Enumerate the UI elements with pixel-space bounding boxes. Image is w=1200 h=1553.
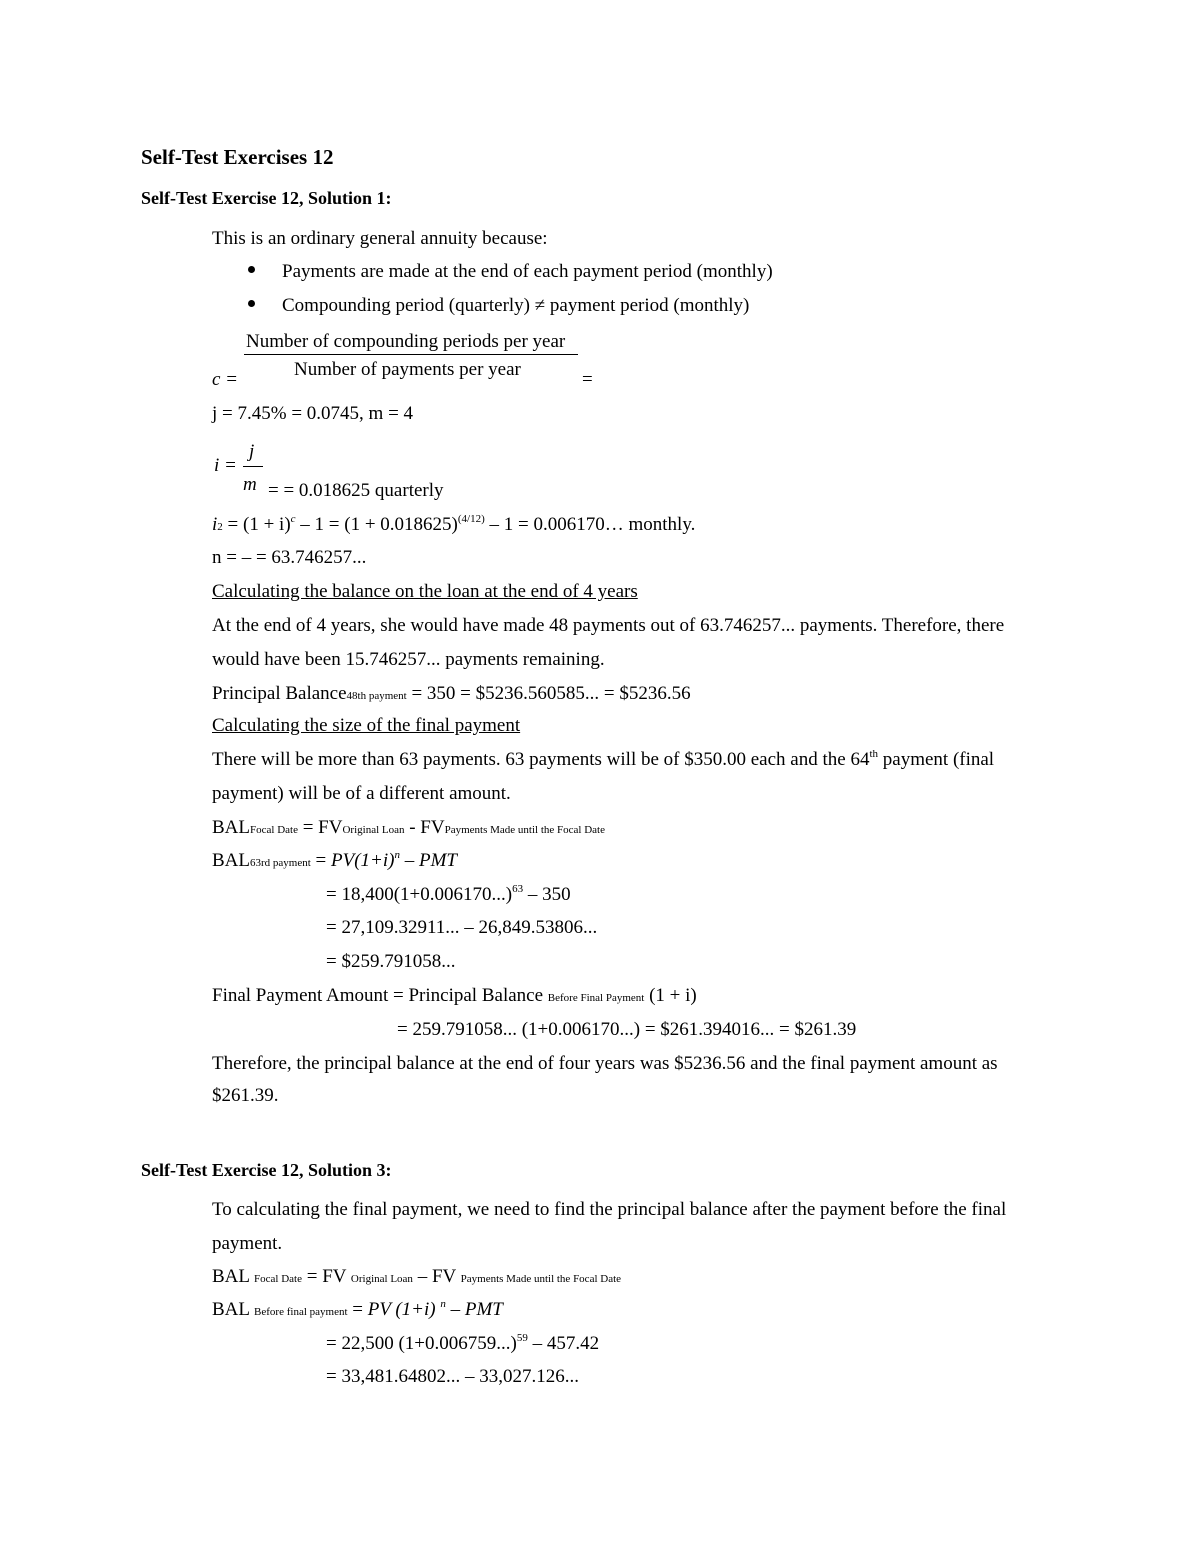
formula: PV(1+i) (331, 850, 395, 871)
bal-focal-line (212, 817, 605, 840)
paragraph-line: Therefore, the principal balance at the end of four years was $5236.56 and the final payment amount as (212, 1053, 998, 1074)
paragraph-line: At the end of 4 years, she would have made 48 payments out of 63.746257... payments. Therefore, there (212, 615, 1005, 636)
formula: – PMT (445, 1299, 503, 1320)
bullet-icon (248, 266, 255, 273)
text-run: = FV (302, 1266, 351, 1287)
subscript: Before Final Payment (547, 992, 645, 1004)
text-run: BAL (212, 1299, 255, 1320)
subscript: Payments Made until the Focal Date (444, 824, 605, 836)
text-run: – 457.42 (527, 1333, 600, 1354)
i2-symbol: i (212, 514, 218, 535)
superscript: 59 (516, 1332, 528, 1344)
text-run: = 18,400(1+0.006170...) (326, 884, 513, 905)
bullet-item: Compounding period (quarterly) ≠ payment period (monthly) (282, 295, 750, 316)
final-payment-line (212, 985, 697, 1008)
i2-superscript: c (290, 513, 296, 525)
text-run: - FV (404, 817, 445, 838)
page-title: Self-Test Exercises 12 (141, 145, 334, 169)
paragraph-line: $261.39. (212, 1085, 279, 1106)
calc-line: = 33,481.64802... – 33,027.126... (326, 1366, 579, 1387)
subheading-balance: Calculating the balance on the loan at the end of 4 years (212, 581, 638, 602)
text-run: (1 + i) (644, 985, 697, 1006)
pb-subscript: 48th payment (346, 690, 407, 702)
calc-line (326, 884, 571, 907)
paragraph-line: payment) will be of a different amount. (212, 783, 511, 804)
text-run: BAL (212, 1266, 255, 1287)
text-run: = FV (297, 817, 343, 838)
bal-63rd-line (212, 850, 457, 873)
bal-focal-line (212, 1266, 621, 1289)
fraction-bar (244, 354, 578, 355)
pb-label: Principal Balance (212, 683, 347, 704)
text-run: BAL (212, 817, 250, 838)
c-fraction-denominator: Number of payments per year (294, 359, 521, 380)
superscript: n (394, 849, 400, 861)
i2-part: – 1 = (1 + 0.018625) (295, 514, 458, 535)
i-fraction-denominator: m (243, 474, 257, 495)
text-run: – FV (412, 1266, 461, 1287)
text-run: = (310, 850, 332, 871)
c-fraction-numerator: Number of compounding periods per year (246, 331, 566, 352)
text-run: payment (final (878, 749, 995, 770)
i2-part: = (1 + i) (222, 514, 291, 535)
bal-before-final-line (212, 1299, 503, 1322)
subscript: 63rd payment (250, 857, 311, 869)
i-result: = = 0.018625 quarterly (268, 480, 444, 501)
calc-line: = 259.791058... (1+0.006170...) = $261.394016... = $261.39 (397, 1019, 857, 1040)
text-run: = (347, 1299, 368, 1320)
n-line: n = – = 63.746257... (212, 547, 367, 568)
formula: – PMT (399, 850, 457, 871)
paragraph-line: To calculating the final payment, we need to find the principal balance after the payment before the final (212, 1199, 1007, 1220)
i-lhs: i = (214, 455, 237, 476)
j-line: j = 7.45% = 0.0745, m = 4 (212, 403, 414, 424)
superscript: n (440, 1298, 446, 1310)
paragraph-line: would have been 15.746257... payments remaining. (212, 649, 605, 670)
subscript: Original Loan (350, 1273, 413, 1285)
c-lhs: c = (212, 369, 239, 390)
text-run: Final Payment Amount = Principal Balance (212, 985, 548, 1006)
subscript: Payments Made until the Focal Date (460, 1273, 622, 1285)
subscript: Focal Date (250, 824, 298, 836)
subheading-final-payment: Calculating the size of the final payment (212, 715, 521, 736)
calc-line (326, 1333, 599, 1356)
i2-exponent: (4/12) (457, 513, 485, 525)
i2-subscript: 2 (217, 521, 223, 533)
pb-value: = 350 = $5236.560585... = $5236.56 (406, 683, 691, 704)
formula: PV (1+i) (367, 1299, 441, 1320)
c-rhs: = (582, 369, 593, 390)
solution-3-heading: Self-Test Exercise 12, Solution 3: (141, 1160, 392, 1180)
text-run: There will be more than 63 payments. 63 payments will be of $350.00 each and the 64 (212, 749, 870, 770)
fraction-bar (243, 466, 263, 467)
paragraph-line (212, 749, 994, 772)
superscript: 63 (512, 883, 524, 895)
bullet-item: Payments are made at the end of each payment period (monthly) (282, 261, 773, 282)
text-run: BAL (212, 850, 250, 871)
i2-line (212, 514, 695, 537)
intro-text: This is an ordinary general annuity because: (212, 228, 548, 249)
calc-line: = $259.791058... (326, 951, 456, 972)
i2-part: – 1 = 0.006170… monthly. (484, 514, 696, 535)
subscript: Before final payment (254, 1306, 348, 1318)
bullet-icon (248, 300, 255, 307)
text-run: – 350 (523, 884, 571, 905)
principal-balance-line (212, 683, 691, 706)
ordinal-superscript: th (869, 748, 879, 760)
subscript: Focal Date (254, 1273, 302, 1285)
calc-line: = 27,109.32911... – 26,849.53806... (326, 917, 598, 938)
paragraph-line: payment. (212, 1233, 283, 1254)
subscript: Original Loan (342, 824, 405, 836)
solution-1-heading: Self-Test Exercise 12, Solution 1: (141, 188, 392, 208)
i-fraction-numerator: j (249, 441, 255, 462)
text-run: = 22,500 (1+0.006759...) (326, 1333, 517, 1354)
